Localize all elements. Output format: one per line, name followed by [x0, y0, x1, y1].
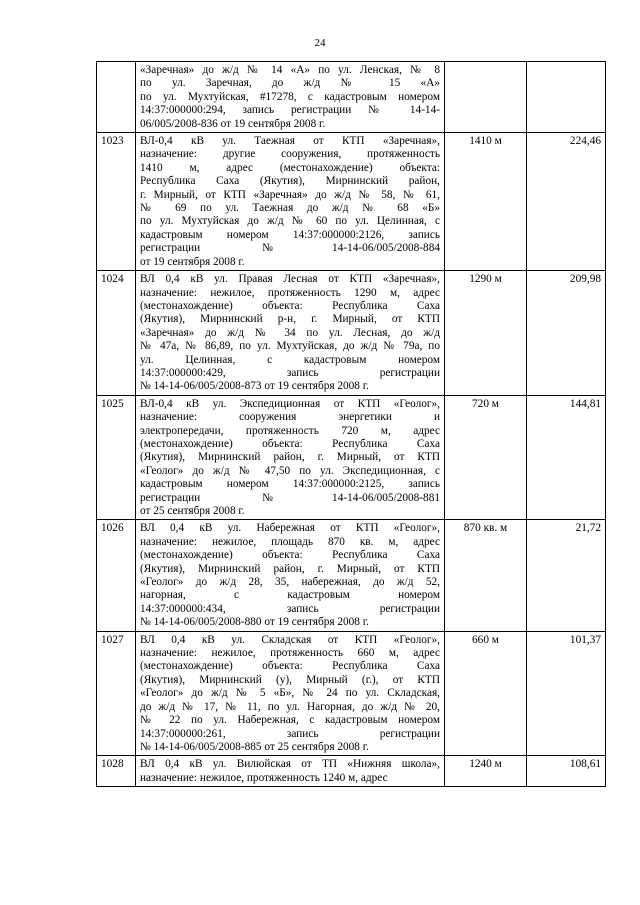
- table-row: [97, 520, 606, 631]
- object-description: [136, 520, 445, 631]
- description-line: 14:37:000000:429, запись регистрации: [140, 366, 440, 379]
- description-line: ВЛ 0,4 кВ ул. Правая Лесная от КТП «Заречная»,: [140, 273, 440, 286]
- row-number: 1027: [97, 631, 136, 756]
- object-size: 1410 м: [445, 133, 527, 271]
- description-line: электропередачи, протяженность 720 м, адрес: [140, 424, 440, 437]
- description-line: по ул. Заречная, до ж/д № 15 «А»: [140, 77, 440, 90]
- object-description: [136, 395, 445, 520]
- description-line: назначение: нежилое, площадь 870 кв. м, адрес: [140, 535, 440, 548]
- description-line: (местонахождение) объекта: Республика Саха: [140, 437, 440, 450]
- object-value: 224,46: [527, 133, 606, 271]
- table-row: [97, 133, 606, 271]
- table-row: [97, 271, 606, 396]
- object-value: 108,61: [527, 756, 606, 787]
- row-number: 1026: [97, 520, 136, 631]
- description-line: № 14-14-06/005/2008-880 от 19 сентября 2008 г.: [140, 616, 369, 629]
- description-line: от 19 сентября 2008 г.: [140, 255, 245, 268]
- description-line: «Геолог» до ж/д 28, 35, набережная, до ж/д 52,: [140, 576, 440, 589]
- description-line: ВЛ-0,4 кВ ул. Экспедиционная от КТП «Геолог»,: [140, 397, 440, 410]
- description-line: № 47а, № 86,89, по ул. Мухтуйская, до ж/д № 79а, по: [140, 340, 440, 353]
- table-row: [97, 62, 606, 133]
- description-line: ВЛ 0,4 кВ ул. Складская от КТП «Геолог»,: [140, 633, 440, 646]
- description-line: ул. Целинная, с кадастровым номером: [140, 353, 440, 366]
- description-line: (Якутия), Мирнинский район, г. Мирный, от КТП: [140, 451, 440, 464]
- object-description: [136, 756, 445, 787]
- object-value: [527, 62, 606, 133]
- description-line: (Якутия), Мирнинский район, г. Мирный, от КТП: [140, 562, 440, 575]
- description-line: Республика Саха (Якутия), Мирнинский район,: [140, 175, 440, 188]
- description-line: «Заречная» до ж/д № 34 по ул. Лесная, до ж/д: [140, 326, 440, 339]
- description-line: «Заречная» до ж/д № 14 «А» по ул. Ленская, № 8: [140, 64, 440, 76]
- description-line: № 14-14-06/005/2008-873 от 19 сентября 2008 г.: [140, 380, 369, 393]
- description-line: г. Мирный, от КТП «Заречная» до ж/д № 58, № 61,: [140, 188, 440, 201]
- description-line: по ул. Мухтуйская, #17278, с кадастровым номером: [140, 90, 440, 103]
- description-line: 14:37:000000:434, запись регистрации: [140, 602, 440, 615]
- description-line: кадастровым номером 14:37:000000:2125, запись: [140, 478, 440, 491]
- description-line: регистрации №14-14-06/005/2008-881: [140, 491, 440, 504]
- object-size: [445, 62, 527, 133]
- description-line: (местонахождение) объекта: Республика Саха: [140, 660, 440, 673]
- description-line: нагорная, с кадастровым номером: [140, 589, 440, 602]
- description-line: ВЛ 0,4 кВ ул. Набережная от КТП «Геолог»,: [140, 522, 440, 535]
- description-line: (местонахождение) объекта: Республика Саха: [140, 549, 440, 562]
- object-description: [136, 271, 445, 396]
- description-line: «Геолог» до ж/д № 5 «Б», № 24 по ул. Складская,: [140, 687, 440, 700]
- description-line: 14:37:000000:294, запись регистрации № 14-14-: [140, 104, 440, 117]
- object-size: 1290 м: [445, 271, 527, 396]
- description-line: от 25 сентября 2008 г.: [140, 505, 245, 517]
- description-line: назначение: нежилое, протяженность 660 м, адрес: [140, 647, 440, 660]
- object-description: [136, 62, 445, 133]
- row-number: 1028: [97, 756, 136, 787]
- table-row: [97, 395, 606, 520]
- description-line: (Якутия), Мирнинский (у), Мирный (г.), от КТП: [140, 673, 440, 686]
- object-value: 144,81: [527, 395, 606, 520]
- description-line: «Геолог» до ж/д № 47,50 по ул. Экспедиционная, с: [140, 464, 440, 477]
- description-line: (Якутия), Мирнинский р-н, г. Мирный, от КТП: [140, 313, 440, 326]
- object-description: [136, 631, 445, 756]
- description-line: № 14-14-06/005/2008-885 от 25 сентября 2008 г.: [140, 740, 369, 753]
- description-line: назначение: нежилое, протяженность 1240 м, адрес: [140, 771, 388, 784]
- description-line: назначение: сооружения энергетики и: [140, 411, 440, 424]
- description-line: регистрации №14-14-06/005/2008-884: [140, 242, 440, 255]
- description-line: № 69 по ул. Таежная до ж/д № 68 «Б»: [140, 202, 440, 215]
- description-line: 06/005/2008-836 от 19 сентября 2008 г.: [140, 117, 326, 130]
- object-value: 101,37: [527, 631, 606, 756]
- object-value: 21,72: [527, 520, 606, 631]
- object-size: 1240 м: [445, 756, 527, 787]
- row-number: 1024: [97, 271, 136, 396]
- object-description: [136, 133, 445, 271]
- object-size: 870 кв. м: [445, 520, 527, 631]
- object-size: 660 м: [445, 631, 527, 756]
- object-value: 209,98: [527, 271, 606, 396]
- property-register-table: [96, 61, 606, 787]
- description-line: назначение: другие сооружения, протяженность: [140, 148, 440, 161]
- table-row: [97, 756, 606, 787]
- row-number: [97, 62, 136, 133]
- object-size: 720 м: [445, 395, 527, 520]
- description-line: назначение: нежилое, протяженность 1290 м, адрес: [140, 286, 440, 299]
- description-line: 1410 м, адрес (местонахождение) объекта:: [140, 161, 440, 174]
- description-line: кадастровым номером 14:37:000000:2126, запись: [140, 228, 440, 241]
- page-number: 24: [314, 37, 326, 49]
- description-line: № 22 по ул. Набережная, с кадастровым номером: [140, 714, 440, 727]
- description-line: (местонахождение) объекта: Республика Саха: [140, 299, 440, 312]
- row-number: 1023: [97, 133, 136, 271]
- row-number: 1025: [97, 395, 136, 520]
- description-line: ВЛ-0,4 кВ ул. Таежная от КТП «Заречная»,: [140, 135, 440, 148]
- description-line: 14:37:000000:261, запись регистрации: [140, 727, 440, 740]
- description-line: до ж/д № 17, № 11, по ул. Нагорная, до ж/д № 20,: [140, 700, 440, 713]
- description-line: ВЛ 0,4 кВ ул. Вилюйская от ТП «Нижняя школа»,: [140, 758, 440, 771]
- description-line: по ул. Мухтуйская до ж/д № 60 по ул. Целинная, с: [140, 215, 440, 228]
- table-row: [97, 631, 606, 756]
